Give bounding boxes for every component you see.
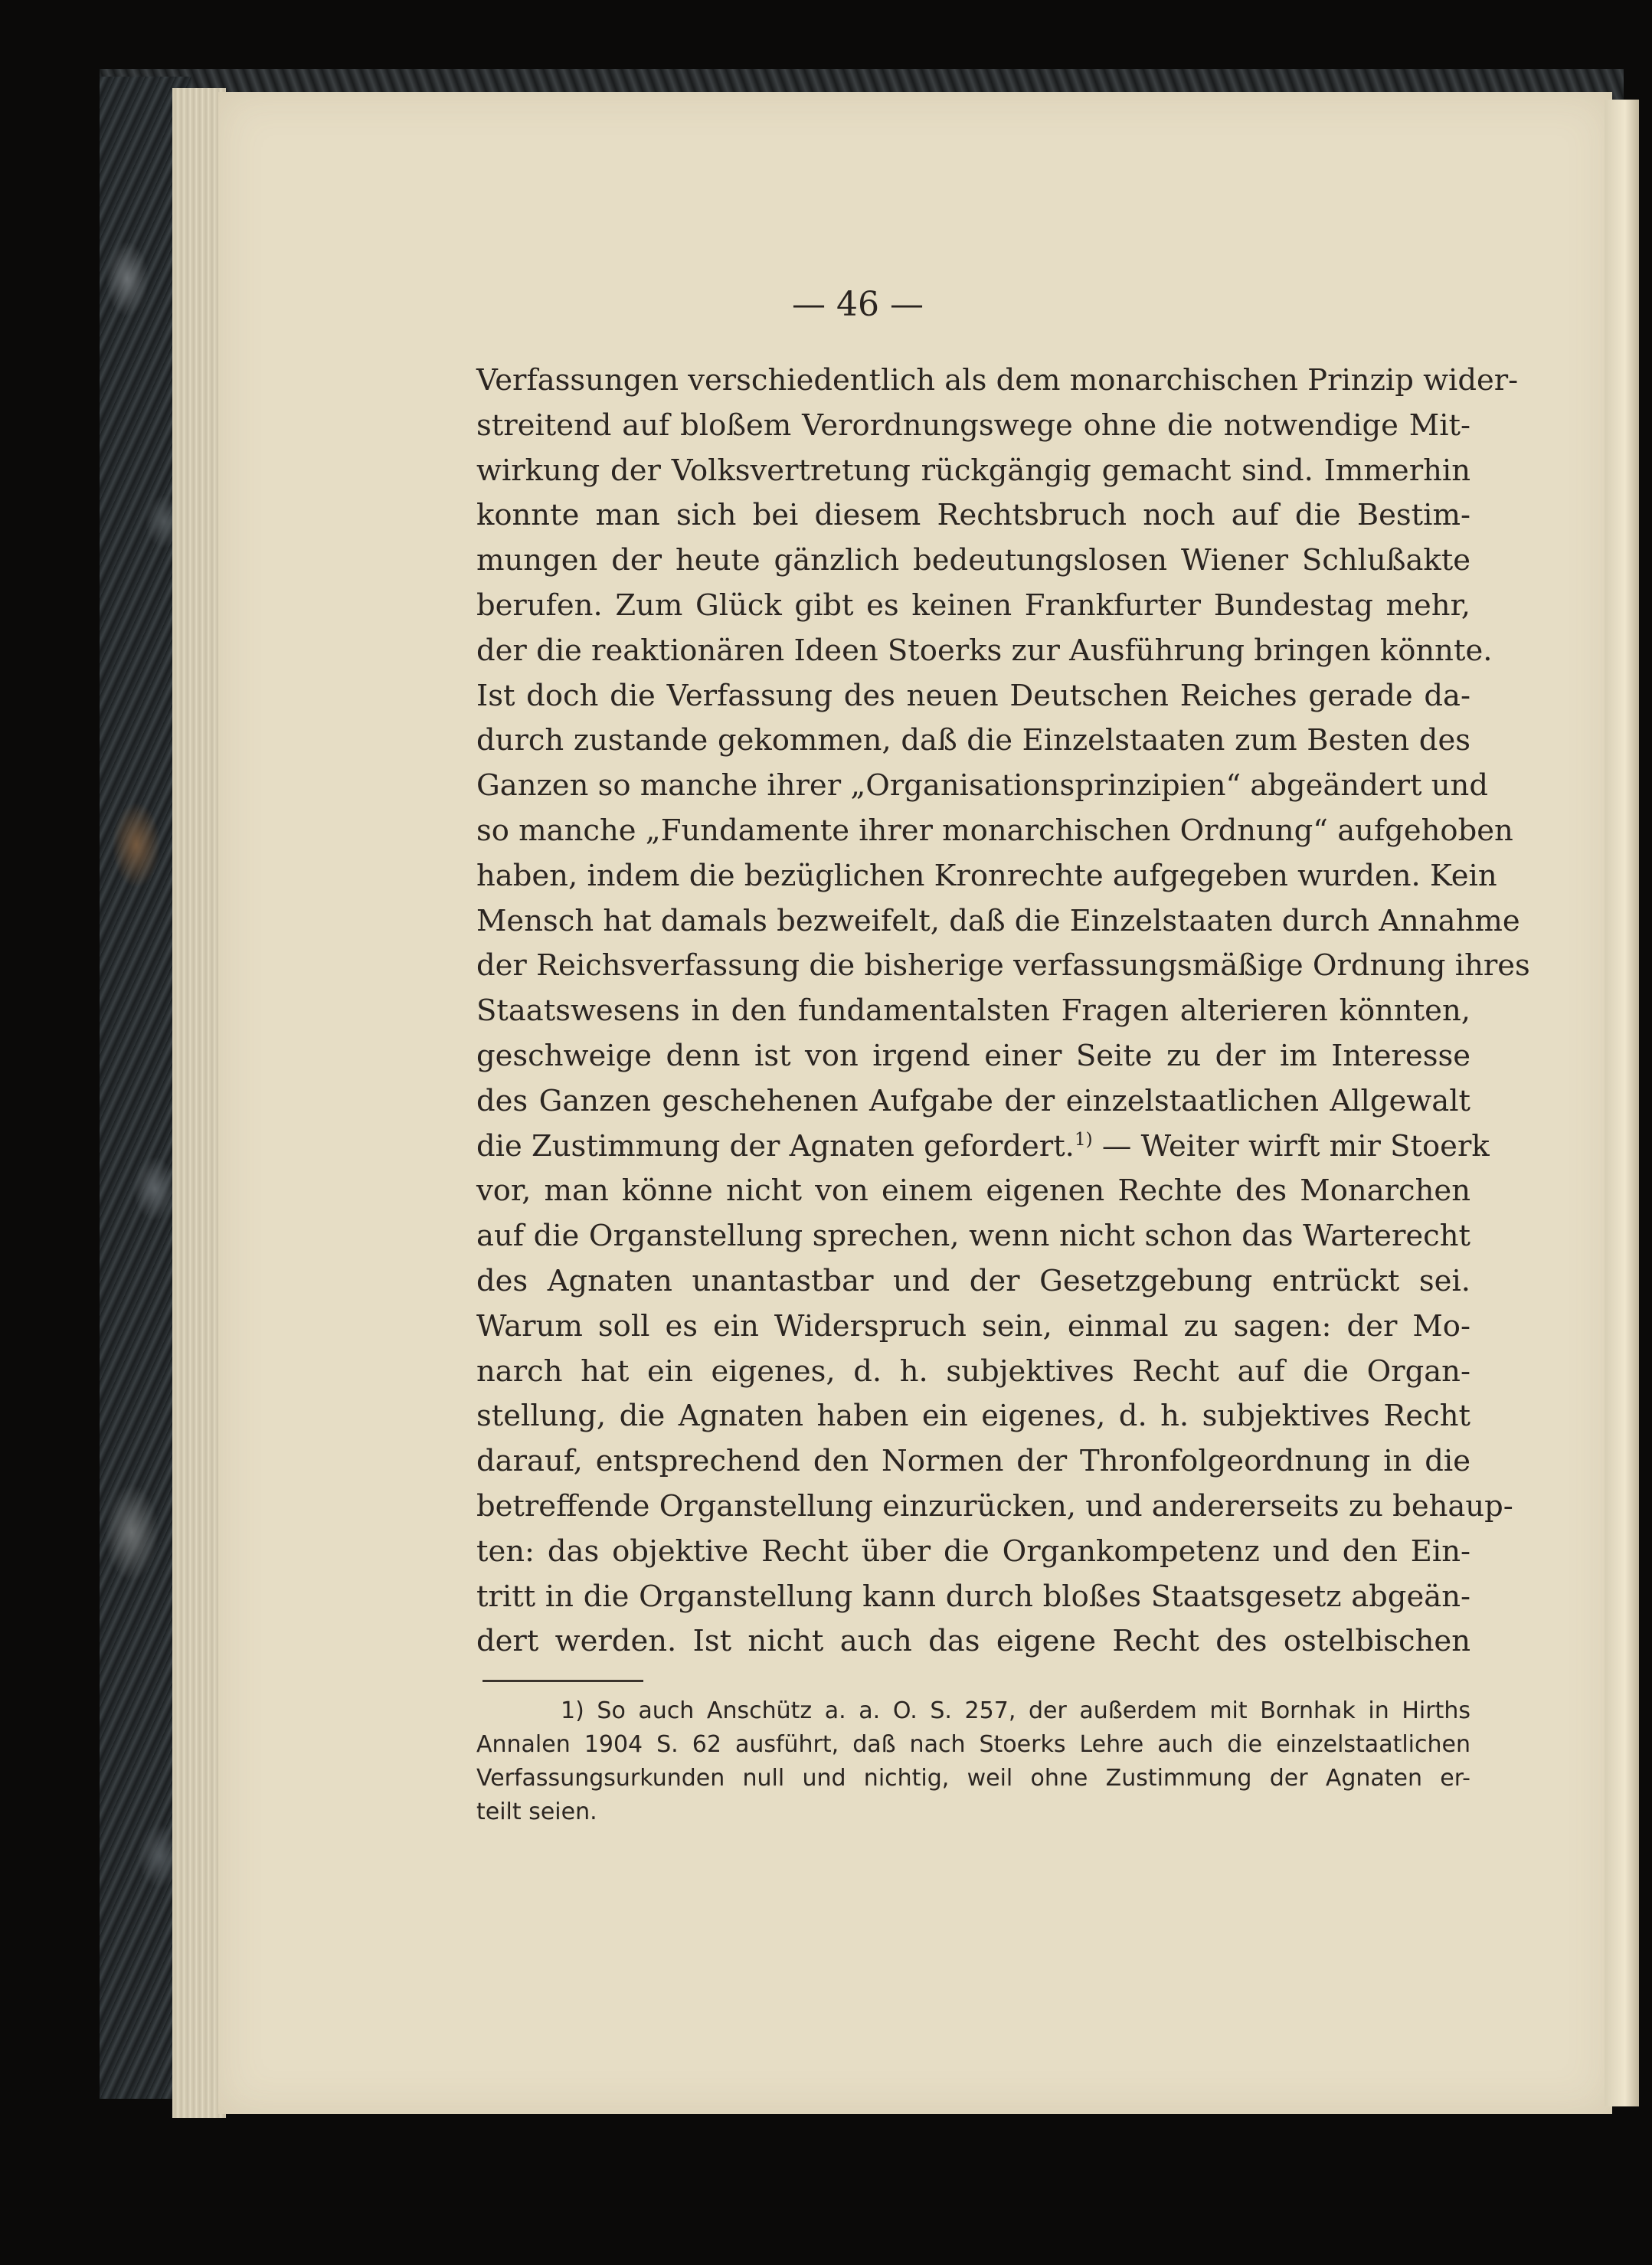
body-line: Warum soll es ein Widerspruch sein, einmal zu sagen: der Mo- [476,1308,1470,1344]
body-line: ten: das objektive Recht über die Organkompetenz und den Ein- [476,1533,1470,1569]
body-line: dert werden. Ist nicht auch das eigene Recht des ostelbischen [476,1624,1470,1659]
body-line: betreffende Organstellung einzurücken, und andererseits zu behaup- [476,1488,1513,1524]
body-line: auf die Organstellung sprechen, wenn nicht schon das Warterecht [476,1219,1470,1254]
footnote-divider [483,1680,643,1682]
footnote-line: 1) So auch Anschütz a. a. O. S. 257, der außerdem mit Bornhak in Hirths [561,1697,1470,1724]
body-line-part: die Zustimmung der Agnaten gefordert. [476,1128,1075,1164]
body-line: Mensch hat damals bezweifelt, daß die Einzelstaaten durch Annahme [476,903,1520,938]
body-line: vor, man könne nicht von einem eigenen Rechte des Monarchen [476,1173,1470,1209]
body-line: geschweige denn ist von irgend einer Seite zu der im Interesse [476,1038,1470,1073]
body-line: Ist doch die Verfassung des neuen Deutschen Reiches gerade da- [476,678,1470,713]
body-line: narch hat ein eigenes, d. h. subjektives Recht auf die Organ- [476,1353,1470,1389]
body-line: des Ganzen geschehenen Aufgabe der einzelstaatlichen Allgewalt [476,1083,1470,1118]
body-line: darauf, entsprechend den Normen der Thronfolgeordnung in die [476,1444,1470,1479]
body-line: Ganzen so manche ihrer „Organisationsprinzipien“ abgeändert und [476,768,1488,804]
body-line: der die reaktionären Ideen Stoerks zur Ausführung bringen könnte. [476,633,1493,668]
body-line: berufen. Zum Glück gibt es keinen Frankfurter Bundestag mehr, [476,588,1470,623]
body-line-with-footnote [476,1124,1490,1170]
body-line: der Reichsverfassung die bisherige verfassungsmäßige Ordnung ihres [476,948,1530,984]
body-line: wirkung der Volksvertretung rückgängig gemacht sind. Immerhin [476,453,1470,488]
body-line: Staatswesens in den fundamentalsten Fragen alterieren könnten, [476,993,1470,1029]
body-line: stellung, die Agnaten haben ein eigenes, d. h. subjektives Recht [476,1399,1470,1434]
page-number: — 46 — [792,285,924,324]
footnote-reference: 1) [1074,1129,1093,1150]
right-page-edge [1605,100,1639,2106]
body-line: streitend auf bloßem Verordnungswege ohne die notwendige Mit- [476,408,1470,443]
body-line: so manche „Fundamente ihrer monarchischen Ordnung“ aufgehoben [476,813,1513,848]
body-line-part: — Weiter wirft mir Stoerk [1101,1128,1490,1164]
body-line: durch zustande gekommen, daß die Einzelstaaten zum Besten des [476,723,1470,758]
footnote-line: Annalen 1904 S. 62 ausführt, daß nach Stoerks Lehre auch die einzelstaatlichen [476,1731,1470,1758]
body-text [476,358,1530,1664]
body-line: konnte man sich bei diesem Rechtsbruch noch auf die Bestim- [476,498,1470,533]
footnote-line: Verfassungsurkunden null und nichtig, weil ohne Zustimmung der Agnaten er- [476,1765,1470,1792]
footnote [476,1694,1470,1829]
body-line: Verfassungen verschiedentlich als dem monarchischen Prinzip wider- [476,363,1519,398]
body-line: haben, indem die bezüglichen Kronrechte aufgegeben wurden. Kein [476,858,1497,893]
body-line: mungen der heute gänzlich bedeutungslosen Wiener Schlußakte [476,543,1470,578]
body-line: des Agnaten unantastbar und der Gesetzgebung entrückt sei. [476,1263,1470,1298]
footnote-line: teilt seien. [476,1799,597,1825]
body-line: tritt in die Organstellung kann durch bloßes Staatsgesetz abgeän- [476,1579,1470,1614]
